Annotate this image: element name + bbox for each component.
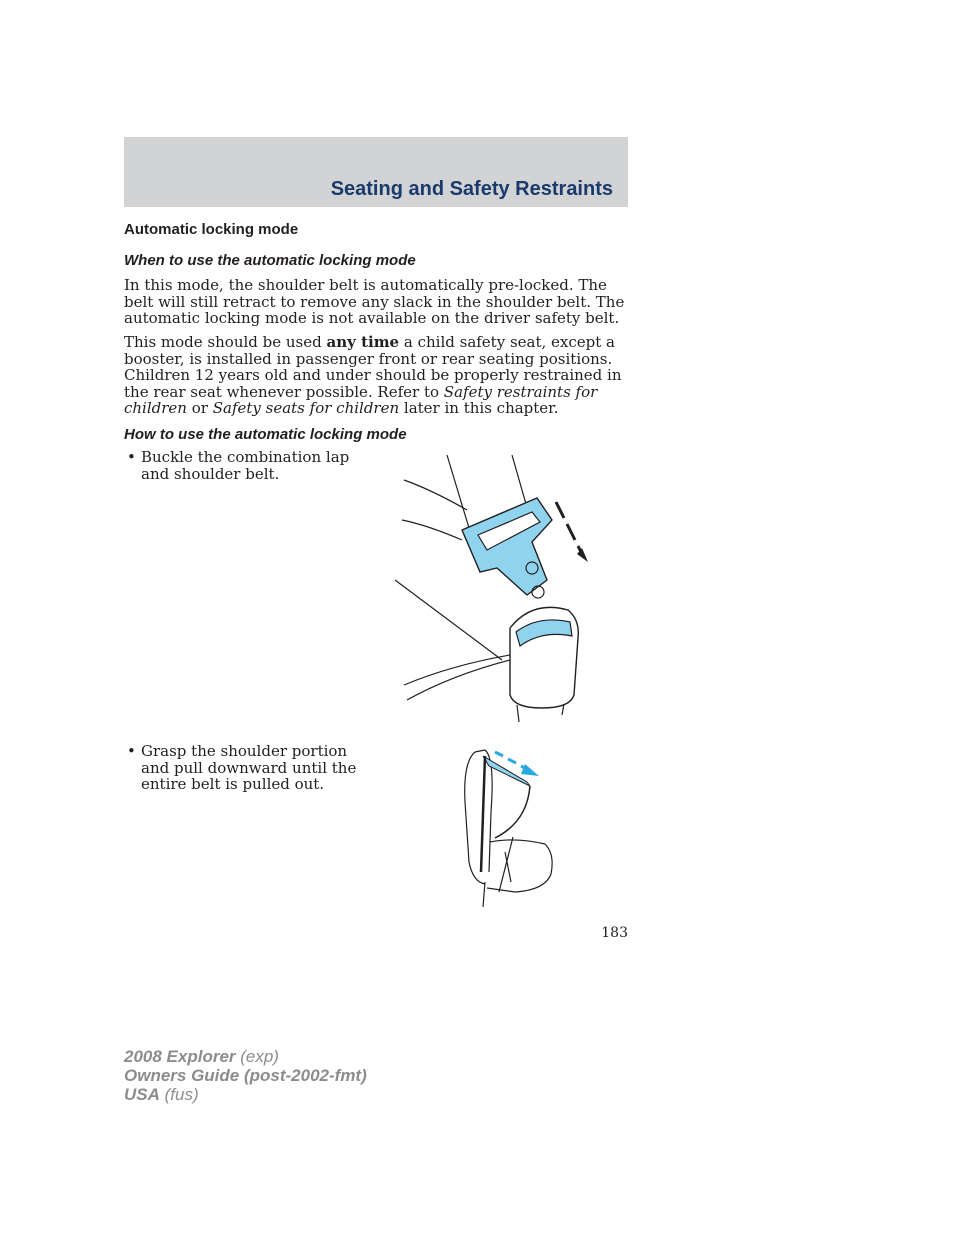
- section-heading: Automatic locking mode: [124, 221, 299, 238]
- subheading-when: When to use the automatic locking mode: [124, 252, 416, 269]
- paragraph-usage-text: or: [186, 399, 213, 418]
- footer-model-code: (exp): [235, 1047, 279, 1066]
- paragraph-usage: [124, 334, 628, 417]
- footer-model: 2008 Explorer: [124, 1047, 236, 1066]
- seat-belt-pull-illustration: [455, 742, 565, 910]
- bullet-marker: •: [127, 448, 136, 466]
- footer-market-code: (fus): [159, 1085, 199, 1104]
- footer-market: USA: [124, 1085, 160, 1104]
- buckle-illustration: [392, 450, 602, 725]
- header-band: [124, 137, 628, 207]
- document-footer: [124, 1047, 367, 1104]
- emphasis-any-time: any time: [326, 333, 400, 351]
- footer-guide: Owners Guide (post-2002-fmt): [124, 1066, 367, 1085]
- reference-safety-restraints-children: Safety restraints for children: [124, 382, 598, 418]
- page-number: 183: [601, 925, 628, 941]
- bullet-marker: •: [127, 742, 136, 760]
- paragraph-mode-description: In this mode, the shoulder belt is automatically pre-locked. The belt will still retract to remove any slack in the shoulder belt. The automatic locking mode is not available on the driver safety belt.: [124, 276, 625, 328]
- list-item: [124, 743, 364, 793]
- paragraph-usage-text: a child safety seat, except a booster, is installed in passenger front or rear seating positions. Children 12 years old and under should be properly restrained in the rear seat whenever possible. Refer to: [124, 333, 622, 401]
- paragraph-usage-text: This mode should be used: [124, 333, 327, 351]
- bullet-text: Grasp the shoulder portion and pull downward until the entire belt is pulled out.: [141, 742, 357, 794]
- bullet-text: Buckle the combination lap and shoulder belt.: [141, 448, 350, 483]
- paragraph-usage-text: later in this chapter.: [399, 399, 559, 418]
- subheading-how: How to use the automatic locking mode: [124, 426, 407, 443]
- list-item: [124, 449, 364, 482]
- reference-safety-seats-children: Safety seats for children: [212, 399, 400, 418]
- page-title: Seating and Safety Restraints: [330, 178, 613, 200]
